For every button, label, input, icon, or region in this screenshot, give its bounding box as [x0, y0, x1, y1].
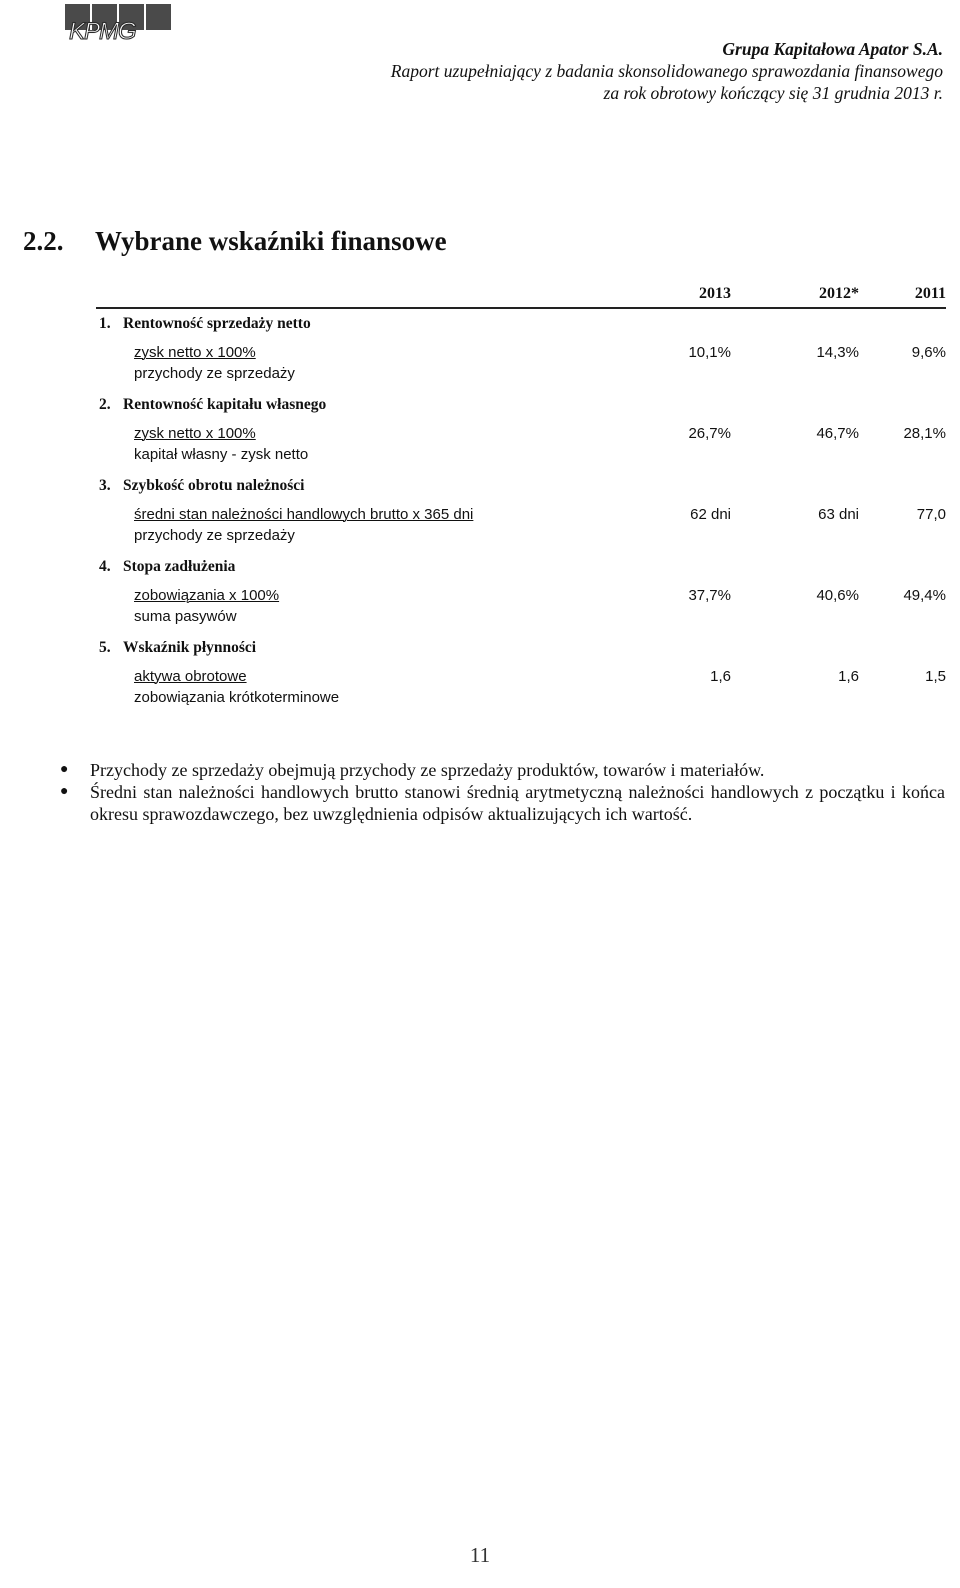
value-2013: 37,7%: [688, 587, 731, 604]
value-2011: 1,5: [925, 668, 946, 685]
value-2012: 63 dni: [818, 506, 859, 523]
value-2011: 28,1%: [903, 425, 946, 442]
formula-numerator: zysk netto x 100%: [134, 344, 256, 361]
indicator-formula: [96, 666, 946, 708]
indicator-title: 4. Stopa zadłużenia: [99, 558, 236, 575]
value-2013: 1,6: [710, 668, 731, 685]
formula-denominator: kapitał własny - zysk netto: [134, 446, 309, 463]
formula-numerator: zobowiązania x 100%: [134, 587, 280, 604]
footnotes: [60, 759, 945, 825]
indicator-formula: [96, 585, 946, 627]
indicator-row: [96, 556, 946, 627]
formula-denominator: przychody ze sprzedaży: [134, 365, 295, 382]
indicator-formula: [96, 342, 946, 384]
report-header: [391, 38, 943, 104]
indicator-title: 5. Wskaźnik płynności: [99, 639, 257, 656]
indicator-row: [96, 394, 946, 465]
report-subtitle: Raport uzupełniający z badania skonsolidowanego sprawozdania finansowego: [390, 61, 943, 81]
report-period: za rok obrotowy kończący się 31 grudnia 2013 r.: [603, 83, 943, 103]
year-header: 2011: [914, 285, 946, 302]
indicator-row: [96, 313, 946, 384]
formula-numerator: zysk netto x 100%: [134, 425, 256, 442]
value-2012: 46,7%: [816, 425, 859, 442]
indicator-formula: [96, 423, 946, 465]
value-2013: 26,7%: [688, 425, 731, 442]
bullet-icon: ●: [60, 762, 69, 777]
value-2012: 14,3%: [816, 344, 859, 361]
value-2013: 62 dni: [690, 506, 731, 523]
indicator-title: 3. Szybkość obrotu należności: [99, 477, 305, 494]
company-name: Grupa Kapitałowa Apator S.A.: [722, 39, 943, 59]
year-header: 2013: [699, 285, 731, 302]
footnote-item: ● Przychody ze sprzedaży obejmują przychody ze sprzedaży produktów, towarów i materiałów.: [60, 760, 765, 780]
kpmg-logo: [65, 4, 173, 46]
indicator-row: [96, 475, 946, 546]
table-header: [96, 285, 946, 309]
section-title-text: Wybrane wskaźniki finansowe: [95, 226, 447, 256]
indicator-formula: [96, 504, 946, 546]
page-number: 11: [469, 1543, 491, 1567]
value-2013: 10,1%: [688, 344, 731, 361]
formula-numerator: aktywa obrotowe: [134, 668, 247, 685]
formula-denominator: przychody ze sprzedaży: [134, 527, 295, 544]
value-2011: 9,6%: [911, 344, 946, 361]
formula-denominator: zobowiązania krótkoterminowe: [134, 689, 340, 706]
formula-numerator: średni stan należności handlowych brutto x 365 dni: [134, 506, 474, 523]
indicator-row: [96, 637, 946, 708]
financial-ratios-table: [96, 285, 946, 708]
value-2011: 77,0: [916, 506, 946, 523]
indicator-title: 2. Rentowność kapitału własnego: [99, 396, 327, 413]
value-2012: 1,6: [838, 668, 859, 685]
year-header: 2012*: [819, 285, 859, 302]
logo-text: KPMG: [69, 18, 136, 45]
value-2011: 49,4%: [903, 587, 946, 604]
indicator-title: 1. Rentowność sprzedaży netto: [99, 315, 311, 332]
value-2012: 40,6%: [816, 587, 859, 604]
footnote-item: ● Średni stan należności handlowych brutto stanowi średnią arytmetyczną należności handlowych z początku i końca okresu sprawozdawczego, bez uwzględnienia odpisów aktualizujących ich wartość.: [60, 782, 945, 824]
formula-denominator: suma pasywów: [134, 608, 237, 625]
bullet-icon: ●: [60, 784, 69, 799]
section-number: 2.2.: [23, 226, 64, 256]
section-title: [23, 226, 447, 257]
